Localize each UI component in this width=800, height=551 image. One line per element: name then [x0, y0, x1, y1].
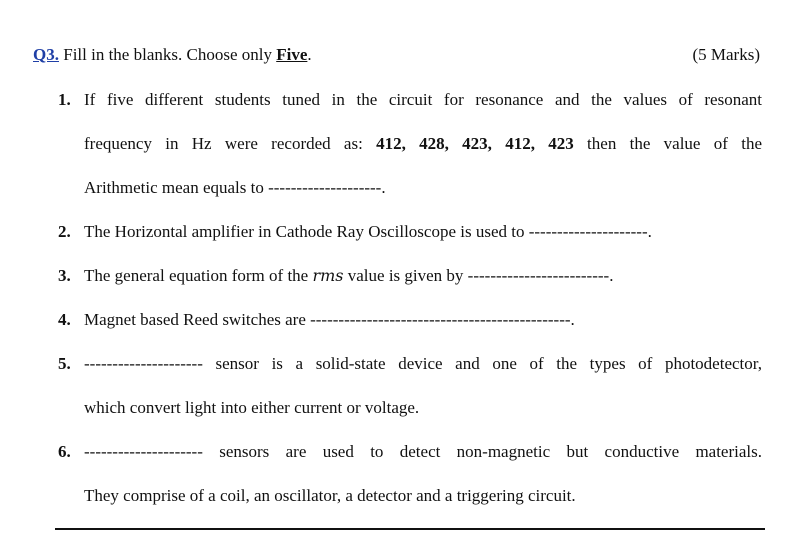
item-text: frequency in Hz were recorded as:: [84, 134, 377, 153]
item-text: then the value of the: [573, 134, 762, 153]
question-header: [33, 45, 760, 67]
item-text-line: --------------------- sensor is a solid-state device and one of the types of photodetector,: [84, 354, 762, 373]
item-text-line: --------------------- sensors are used to detect non-magnetic but conductive materials.: [84, 442, 762, 461]
item-text-line: [84, 134, 762, 154]
item-text-line: The Horizontal amplifier in Cathode Ray Oscilloscope is used to ---------------------.: [84, 222, 652, 241]
bottom-divider: [55, 528, 765, 530]
item-text: value is given by -------------------------.: [343, 266, 614, 285]
item-text: The general equation form of the: [84, 266, 313, 285]
marks-label: (5 Marks): [692, 45, 760, 64]
item-number: 6.: [58, 442, 71, 461]
rms-symbol: rms: [312, 266, 344, 285]
item-text-line: which convert light into either current or voltage.: [84, 398, 420, 417]
item-number: 1.: [58, 90, 71, 109]
item-number: 5.: [58, 354, 71, 373]
instruction-emphasis: Five: [276, 45, 308, 64]
item-text-line: If five different students tuned in the circuit for resonance and the values of resonant: [84, 90, 762, 109]
item-text-line: [84, 266, 762, 286]
question-label: Q3.: [33, 45, 59, 64]
item-number: 2.: [58, 222, 71, 241]
item-text-line: Magnet based Reed switches are ----------------------------------------------.: [84, 310, 575, 329]
instruction-prefix: Fill in the blanks. Choose only: [58, 45, 277, 64]
item-text-line: Arithmetic mean equals to --------------------.: [84, 178, 386, 197]
item-number: 4.: [58, 310, 71, 329]
instruction-suffix: .: [307, 45, 312, 64]
frequency-values: 412, 428, 423, 412, 423: [376, 134, 574, 153]
item-text-line: They comprise of a coil, an oscillator, a detector and a triggering circuit.: [84, 486, 576, 505]
item-number: 3.: [58, 266, 71, 285]
